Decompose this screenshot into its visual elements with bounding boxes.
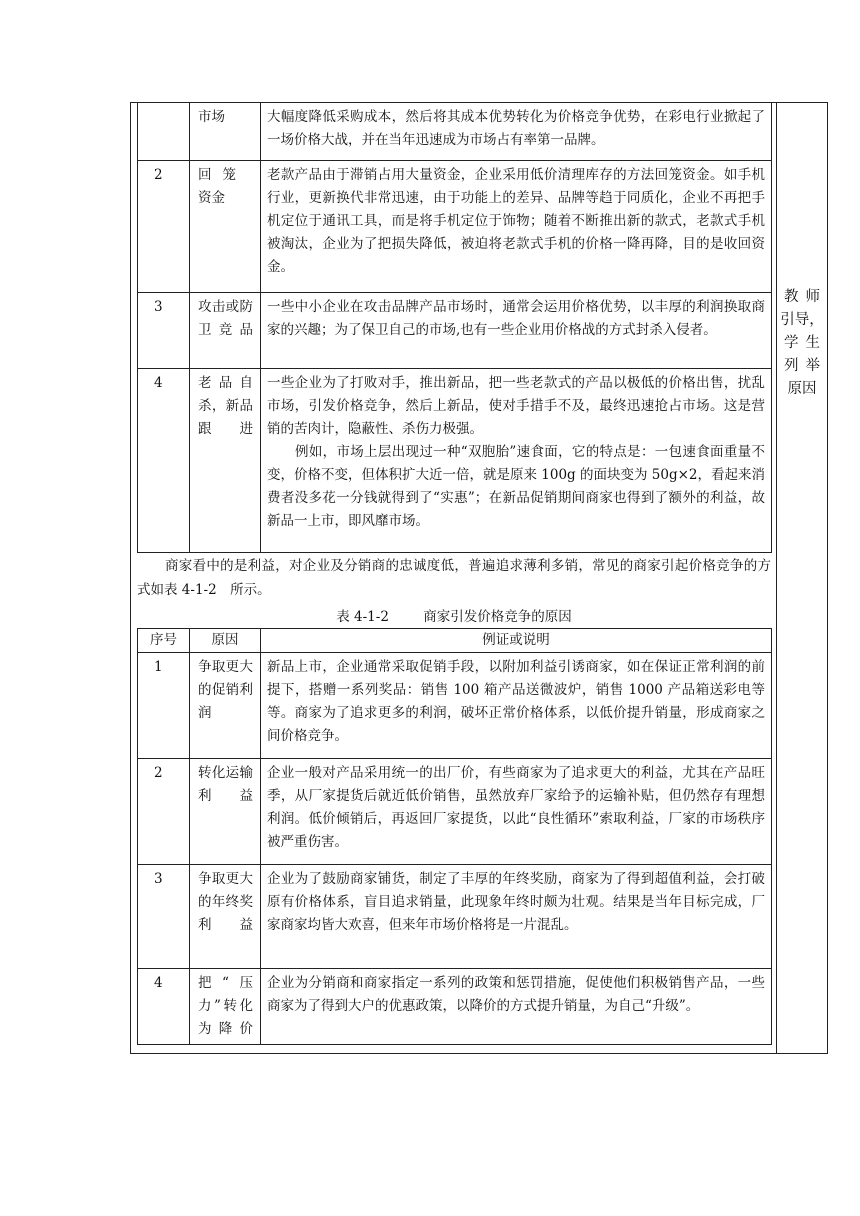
row-number: 2 bbox=[138, 161, 190, 293]
side-note bbox=[778, 286, 826, 401]
row-cause: 市场 bbox=[190, 103, 261, 161]
side-note-column bbox=[776, 102, 828, 1054]
merchant-price-war-table bbox=[137, 628, 772, 1045]
caption-label: 表 4-1-2 bbox=[336, 609, 389, 625]
table-row bbox=[138, 293, 772, 369]
row-text bbox=[261, 293, 772, 369]
side-note-line: 教 师 bbox=[784, 289, 820, 305]
table-row bbox=[138, 103, 772, 161]
row-paragraph: 老款产品由于滞销占用大量资金，企业采用低价清理库存的方法回笼资金。如手机行业，更新换代非常迅速，由于功能上的差异、品牌等趋于同质化，企业不再把手机定位于通讯工具，而是将手机定位于饰物；随着不断推出新的款式，老款式手机被淘汰，企业为了把损失降低，被迫将老款式手机的价格一降再降，目的是收回资金。 bbox=[267, 167, 765, 275]
caption-title: 商家引发价格竞争的原因 bbox=[423, 609, 572, 625]
header-cause: 原因 bbox=[190, 629, 261, 653]
table-row bbox=[138, 759, 772, 865]
row-cause: 老品自杀，新品跟进 bbox=[190, 369, 261, 553]
row-cause: 回笼资金 bbox=[190, 161, 261, 293]
table-header-row bbox=[138, 629, 772, 653]
row-paragraph: 一些企业为了打败对手，推出新品，把一些老款式的产品以极低的价格出售，扰乱市场，引发价格竞争，然后上新品，使对手措手不及，最终迅速抢占市场。这是营销的苦肉计，隐蔽性、杀伤力极强。 bbox=[267, 375, 765, 437]
side-note-line: 原因 bbox=[787, 381, 817, 397]
side-note-line: 学 生 bbox=[784, 335, 820, 351]
row-text: 企业为分销商和商家指定一系列的政策和惩罚措施，促使他们积极销售产品，一些商家为了得到大户的优惠政策，以降价的方式提升销量，为自己“升级”。 bbox=[261, 969, 772, 1045]
row-number: 1 bbox=[138, 653, 190, 759]
header-description: 例证或说明 bbox=[261, 629, 772, 653]
row-text bbox=[261, 103, 772, 161]
row-cause: 攻击或防卫竞品 bbox=[190, 293, 261, 369]
row-number: 4 bbox=[138, 369, 190, 553]
row-cause: 转化运输利益 bbox=[190, 759, 261, 865]
table-row bbox=[138, 161, 772, 293]
table-caption bbox=[137, 606, 771, 628]
row-text bbox=[261, 369, 772, 553]
row-cause: 争取更大的促销利润 bbox=[190, 653, 261, 759]
row-text: 企业一般对产品采用统一的出厂价，有些商家为了追求更大的利益，尤其在产品旺季，从厂家提货后就近低价销售，虽然放弃厂家给予的运输补贴，但仍然存有理想利润。低价倾销后，再返回厂家提货，以此“良性循环”索取利益，厂家的市场秩序被严重伤害。 bbox=[261, 759, 772, 865]
table-row bbox=[138, 865, 772, 969]
row-cause: 争取更大的年终奖利益 bbox=[190, 865, 261, 969]
price-war-causes-table bbox=[137, 102, 772, 553]
row-number: 3 bbox=[138, 865, 190, 969]
header-number: 序号 bbox=[138, 629, 190, 653]
table-row bbox=[138, 653, 772, 759]
row-paragraph: 例如，市场上层出现过一种“双胞胎”速食面，它的特点是：一包速食面重量不变，价格不变，但体积扩大近一倍，就是原来 100g 的面块变为 50g×2，看起来消费者没多花一分钱就得到了“实惠”；在新品促销期间商家也得到了额外的利益，故新品一上市，即风靡市场。 bbox=[267, 444, 766, 529]
row-text bbox=[261, 161, 772, 293]
row-number: 3 bbox=[138, 293, 190, 369]
body-paragraph: 商家看中的是利益，对企业及分销商的忠诚度低，普遍追求薄利多销，常见的商家引起价格竞争的方式如表 4-1-2 所示。 bbox=[137, 558, 771, 598]
row-cause: 把“压力”转化为降价 bbox=[190, 969, 261, 1045]
row-number: 2 bbox=[138, 759, 190, 865]
row-text: 企业为了鼓励商家铺货，制定了丰厚的年终奖励，商家为了得到超值利益，会打破原有价格体系，盲目追求销量，此现象年终时颇为壮观。结果是当年目标完成，厂家商家均皆大欢喜，但来年市场价格将是一片混乱。 bbox=[261, 865, 772, 969]
row-text: 新品上市，企业通常采取促销手段，以附加利益引诱商家，如在保证正常利润的前提下，搭赠一系列奖品：销售 100 箱产品送微波炉，销售 1000 产品箱送彩电等等。商家为了追求更多的利润，破坏正常价格体系，以低价提升销量，形成商家之间价格竞争。 bbox=[261, 653, 772, 759]
row-number: 4 bbox=[138, 969, 190, 1045]
side-note-line: 列 举 bbox=[784, 358, 820, 374]
table-row bbox=[138, 969, 772, 1045]
table-row bbox=[138, 369, 772, 553]
row-paragraph: 一些中小企业在攻击品牌产品市场时，通常会运用价格优势，以丰厚的利润换取商家的兴趣；为了保卫自己的市场,也有一些企业用价格战的方式封杀入侵者。 bbox=[267, 299, 765, 338]
row-number bbox=[138, 103, 190, 161]
row-paragraph: 大幅度降低采购成本，然后将其成本优势转化为价格竞争优势，在彩电行业掀起了一场价格大战，并在当年迅速成为市场占有率第一品牌。 bbox=[267, 109, 765, 148]
side-note-line: 引导， bbox=[780, 312, 824, 328]
